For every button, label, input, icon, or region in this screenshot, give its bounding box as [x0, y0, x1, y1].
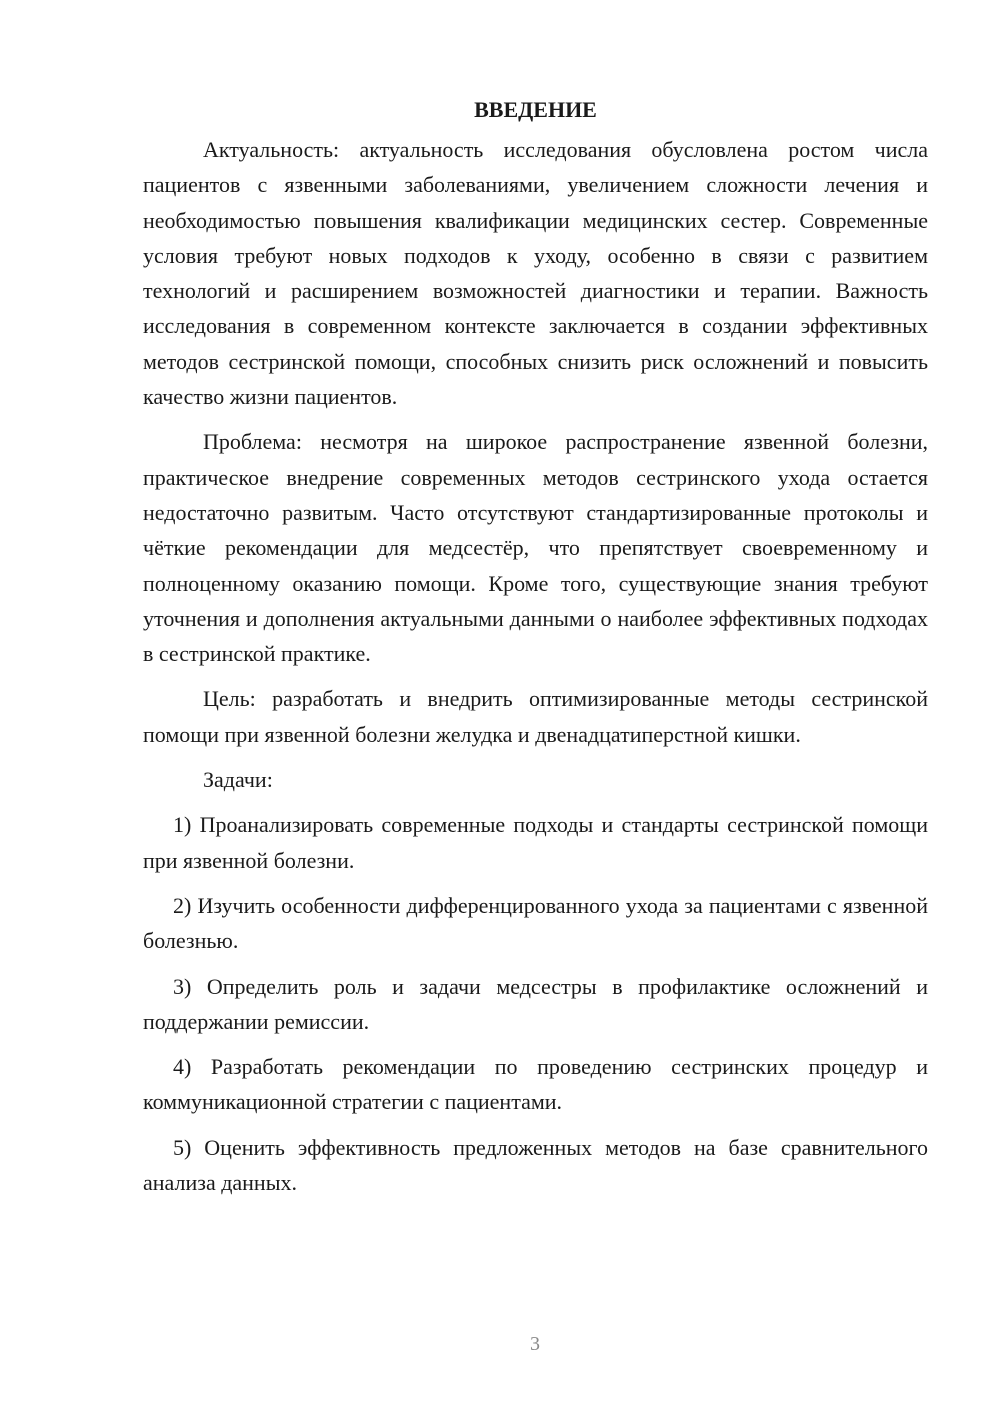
task-item: 3) Определить роль и задачи медсестры в профилактике осложнений и поддержании ремиссии.: [143, 973, 928, 1034]
relevance-paragraph: Актуальность: актуальность исследования обусловлена ростом числа пациентов с язвенными заболеваниями, увеличением сложности лечения и необходимостью повышения квалификации медицинских сестер. Современные условия требуют новых подходов к уходу, особенно в связи с развитием технологий и расширением возможностей диагностики и терапии. Важность исследования в современном контексте заключается в создании эффективных методов сестринской помощи, способных снизить риск осложнений и повысить качество жизни пациентов.: [143, 137, 928, 410]
task-item: 4) Разработать рекомендации по проведению сестринских процедур и коммуникационной стратегии с пациентами.: [143, 1054, 928, 1115]
section-heading: ВВЕДЕНИЕ: [474, 97, 597, 122]
task-item: 2) Изучить особенности дифференцированного ухода за пациентами с язвенной болезнью.: [143, 892, 928, 954]
problem-paragraph: Проблема: несмотря на широкое распространение язвенной болезни, практическое внедрение современных методов сестринского ухода остается недостаточно развитым. Часто отсутствуют стандартизированные протоколы и чёткие рекомендации для медсестёр, что препятствует своевременному и полноценному оказанию помощи. Кроме того, существующие знания требуют уточнения и дополнения актуальными данными о наиболее эффективных подходах в сестринской практике.: [143, 429, 928, 667]
document-page: [143, 92, 928, 1210]
task-item: 5) Оценить эффективность предложенных методов на базе сравнительного анализа данных.: [143, 1134, 928, 1196]
page-number: 3: [530, 1333, 540, 1355]
goal-paragraph: Цель: разработать и внедрить оптимизированные методы сестринской помощи при язвенной болезни желудка и двенадцатиперстной кишки.: [143, 686, 928, 747]
tasks-label: Задачи:: [203, 767, 273, 793]
task-item: 1) Проанализировать современные подходы и стандарты сестринской помощи при язвенной болезни.: [143, 812, 928, 873]
